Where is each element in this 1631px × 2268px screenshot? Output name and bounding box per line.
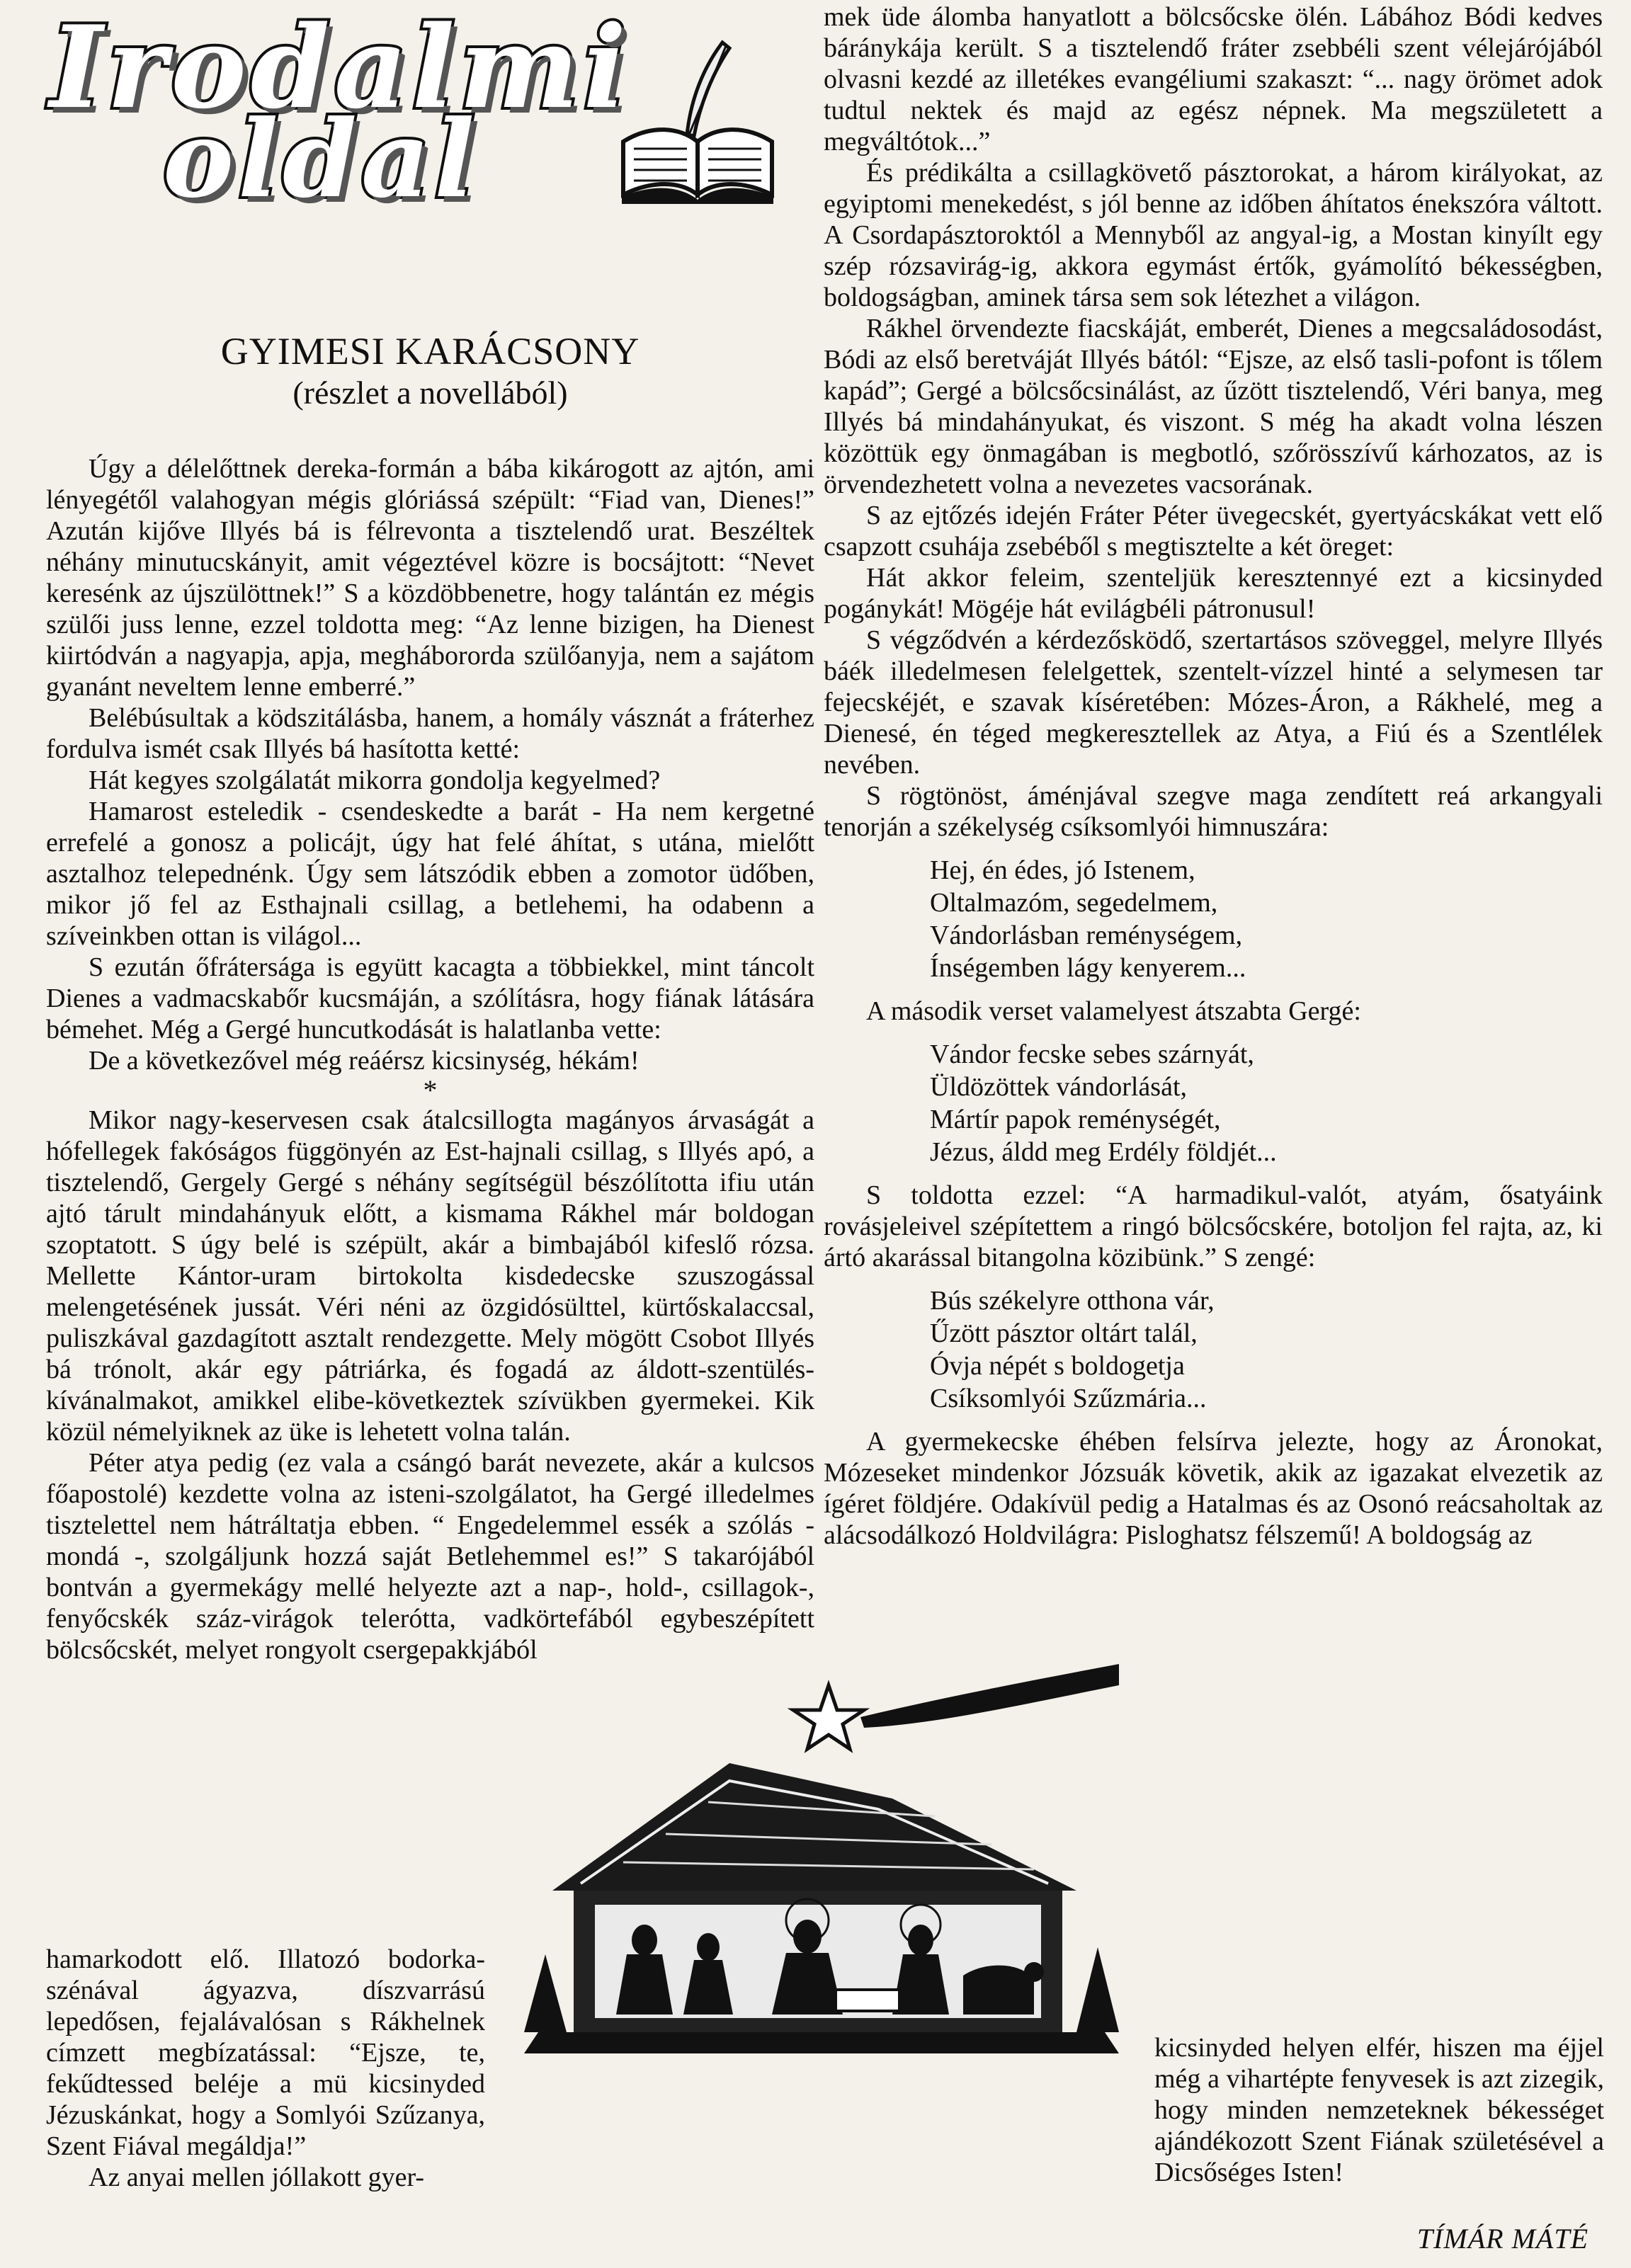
paragraph: Rákhel örvendezte fiacskáját, emberét, Dienes a megcsaládosodást, Bódi az első beretváját Illyés bától: “Ejsze, az első tasli-pofont is tőlem kapád”; Gergé a bölcsőcsinálást, az űzött tisztelendő, Véri banya, meg Illyés bá mindahányukat, és viszont. S még ha akadt volna lészen közöttük egy önmagában is megbotló, szőrösszívű kárhozatos, az is örvendezhetett volna a nevezetes vacsorának. <box>824 314 1603 499</box>
paragraph: Hamarost esteledik - csendeskedte a barát - Ha nem kergetné errefelé a gonosz a policájt, úgy hat felé áhítat, s utána, mielőtt asztalhoz telepednénk. Úgy sem látszódik ebben a zomotor üdőben, mikor jő fel az Esthajnali csillag, a betlehemi, ha odabenn a szíveinkben ottan is világol... <box>46 797 814 951</box>
right-column-narrow <box>1154 2032 1604 2188</box>
masthead <box>42 1 786 222</box>
article-title: GYIMESI KARÁCSONY <box>220 330 640 372</box>
paragraph: A gyermekecske éhében felsírva jelezte, hogy az Áronokat, Mózeseket mindenkor Józsuák követik, akik az igazakat elvezetik az ígéret földjére. Odakívül pedig a Hatalmas és az Osonó reácsaholtak az alácsodálkozó Holdvilágra: Pisloghatsz félszemű! A boldogság az <box>824 1427 1603 1550</box>
paragraph: S végződvén a kérdezősködő, szertartásos szöveggel, melyre Illyés báék illedelmesen felelgettek, szentelt-vízzel hinté a selymesen tar fejecskéjét, e szavak kíséretében: Mózes-Áron, a Rákhelé, meg a Dienesé, én téged megkeresztellek az Atya, a Fiú és a Szentlélek nevében. <box>824 625 1603 780</box>
paragraph: Péter atya pedig (ez vala a csángó barát nevezete, akár a kulcsos főapostolé) kezdette volna az isteni-szolgálatot, ha Gergé illedelmes tisztelettel nem hátráltatja ebben. “ Engedelemmel essék a szólás - mondá -, szolgáljunk hozzá saját Betlehemmel es!” S takarójából bontván a gyermekágy mellé helyezte azt a nap-, hold-, csillagok-, fenyőcskék száz-virágok telerótta, vadkörtefából egybeszépített bölcsőcskét, melyet rongyolt csergepakkjából <box>46 1448 814 1665</box>
paragraph: kicsinyded helyen elfér, hiszen ma éjjel még a vihartépte fenyvesek is azt zizegik, hogy minden nemzeteknek békességet ajándékozott Szent Fiának születésével a Dicsőséges Isten! <box>1154 2033 1604 2187</box>
poem-stanza-1 <box>930 854 1603 984</box>
paragraph: hamarkodott elő. Illatozó bodorka-szénával ágyazva, díszvarrású lepedősen, fejalávalósan s Rákhelnek címzett megbízatással: “Ejsze, te, fekűdtessed beléje a mü kicsinyded Jézuskánkat, hogy a Somlyói Szűzanya, Szent Fiával megáldja!” <box>46 1944 485 2161</box>
poem-line: Bús székelyre otthona vár, <box>930 1286 1215 1316</box>
paragraph: Hát kegyes szolgálatát mikorra gondolja kegyelmed? <box>89 765 661 795</box>
poem-line: Üldözöttek vándorlását, <box>930 1072 1188 1102</box>
paragraph: Úgy a délelőttnek dereka-formán a bába kikárogott az ajtón, ami lényegétől valahogyan mégis glóriássá szépült: “Fiad van, Dienes!” Azután kijőve Illyés bá is félrevonta a tisztelendő urat. Beszéltek néhány minutucskányit, amit végeztével közre is bocsájtott: “Nevet keresénk az újszülöttnek!” S a közdöbbenetre, hogy talántán ez mégis szülői juss lenne, ezzel toldotta meg: “Az lenne bizigen, ha Dienest kiirtódván a nagyapja, apja, meghábororda szülőanyja, nem a sajátom gyanánt neveltem lenne emberré.” <box>46 454 814 702</box>
right-column <box>824 1 1603 1551</box>
article-heading <box>46 329 814 413</box>
author-signature: TÍMÁR MÁTÉ <box>1416 2223 1589 2255</box>
paragraph: S ezután őfrátersága is együtt kacagta a többiekkel, mint táncolt Dienes a vadmacskabőr kucsmáján, a szólításra, hogy fiának látására bémehet. Még a Gergé huncutkodását is halatlanba vette: <box>46 952 814 1044</box>
left-column <box>46 453 814 1665</box>
masthead-line-2: oldal <box>163 97 479 222</box>
paragraph: S rögtönöst, áménjával szegve maga zendített reá arkangyali tenorján a székelység csíksomlyói himnuszára: <box>824 781 1603 842</box>
left-column-narrow <box>46 1944 485 2193</box>
poem-line: Óvja népét s boldogetja <box>930 1351 1185 1381</box>
paragraph: S az ejtőzés idején Fráter Péter üvegecskét, gyertyácskákat vett elő csapzott csuhája zsebéből s megtisztelte a két öreget: <box>824 501 1603 562</box>
poem-stanza-2 <box>930 1038 1603 1168</box>
paragraph: Belébúsultak a ködszitálásba, hanem, a homály vásznát a fráterhez fordulva ismét csak Illyés bá hasította ketté: <box>46 703 814 764</box>
paragraph: Mikor nagy-keservesen csak átalcsillogta magányos árvaságát a hófellegek fakóságos függönyén az Est-hajnali csillag, s Illyés apó, a tisztelendő, Gergely Gergé s néhány segítségül bészólította ifiu után ajtó tárult mindahányuk előtt, a kismama Rákhel már boldogan szoptatott. S úgy belé is szépült, akár a bimbajából kifeslő rózsa. Mellette Kántor-uram birtokolta kisdedecske szuszogással melengetésének jussát. Véri néni az özgidósülttel, kürtőskalaccsal, puliszkával gazdagított asztalt rendezgette. Mely mögött Csobot Illyés bá trónolt, akár egy pátriárka, és fogadá az áldott-szentüléskívánalmakot, amikkel elibe-következtek szívükben gyermekei. Kik közül némelyiknek az üke is lehetett volna talán. <box>46 1105 814 1447</box>
poem-line: Oltalmazóm, segedelmem, <box>930 888 1218 918</box>
masthead-line-1: Irodalmi <box>50 1 631 134</box>
poem-line: Jézus, áldd meg Erdély földjét... <box>930 1137 1277 1167</box>
poem-line: Csíksomlyói Szűzmária... <box>930 1384 1207 1413</box>
paragraph: Hát akkor feleim, szenteljük keresztennyé ezt a kicsinyded pogánykát! Mögéje hát evilágbéli pátronusul! <box>824 563 1603 624</box>
paragraph: De a következővel még reáérsz kicsinység, hékám! <box>89 1046 640 1076</box>
section-separator: * <box>423 1074 438 1106</box>
nativity-scene-illustration <box>496 1657 1147 2053</box>
poem-line: Vándorlásban reménységem, <box>930 921 1243 950</box>
paragraph: S toldotta ezzel: “A harmadikul-valót, atyám, ősatyáink rovásjeleivel szépítettem a ringó bölcsőcskére, botoljon fel rajta, az, ki ártó akarással bitangolna közibünk.” S zengé: <box>824 1180 1603 1272</box>
poem-line: Űzött pásztor oltárt talál, <box>930 1318 1198 1348</box>
poem-line: Hej, én édes, jó Istenem, <box>930 855 1195 885</box>
poem-line: Ínségemben lágy kenyerem... <box>930 953 1246 983</box>
open-book-quill-icon <box>616 35 779 205</box>
paragraph: A második verset valamelyest átszabta Gergé: <box>866 996 1361 1026</box>
paragraph: mek üde álomba hanyatlott a bölcsőcske ölén. Lábához Bódi kedves báránykája került. S a tisztelendő fráter zsebbéli szent vélejárójából olvasni kezdé az illetékes evangéliumi szakaszt: “... nagy örömet adok tudtul nektek és majd az egész népnek. Ma megszületett a megváltótok...” <box>824 2 1603 156</box>
poem-line: Mártír papok reménységét, <box>930 1105 1221 1134</box>
poem-line: Vándor fecske sebes szárnyát, <box>930 1039 1254 1069</box>
article-subtitle: (részlet a novellából) <box>292 375 568 411</box>
paragraph: És prédikálta a csillagkövető pásztorokat, a három királyokat, az egyiptomi menekedést, s jól benne az időben áhítatos énekszóra váltott. A Csordapásztoroktól a Mennyből az angyal-ig, a Mostan kinyílt egy szép rózsavirág-ig, akkora egymást értők, gyámolító békességben, boldogságban, aminek társa sem sok létezhet a világon. <box>824 158 1603 312</box>
poem-stanza-3 <box>930 1284 1603 1415</box>
paragraph: Az anyai mellen jóllakott gyer- <box>89 2162 425 2192</box>
